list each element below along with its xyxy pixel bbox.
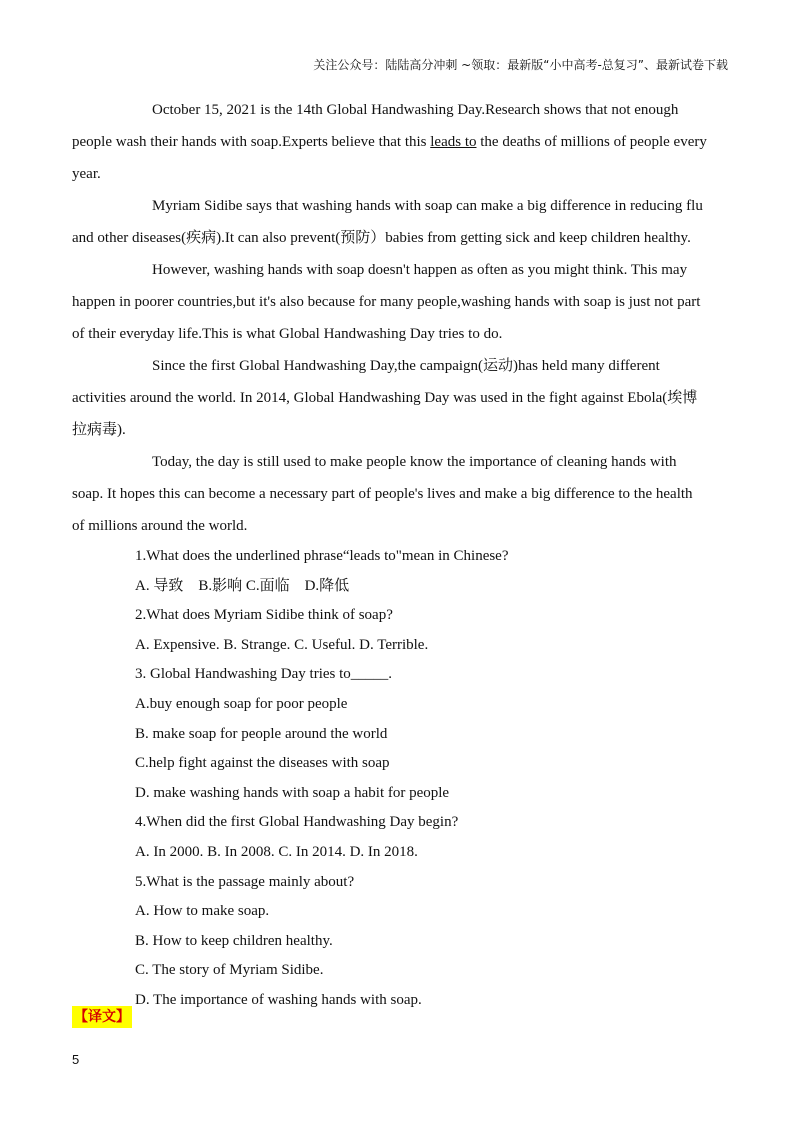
question-line: B. How to keep children healthy. (135, 932, 333, 949)
translation-tag: 【译文】 (72, 1006, 132, 1028)
text-span: the deaths of millions of people every (476, 134, 707, 150)
text-line: of millions around the world. (72, 518, 248, 534)
question-line: A. 导致 B.影响 C.面临 D.降低 (135, 577, 350, 594)
question-line: A. In 2000. B. In 2008. C. In 2014. D. In 2018. (135, 843, 418, 860)
document-body (72, 94, 728, 1016)
text-line: activities around the world. In 2014, Global Handwashing Day was used in the fight against Ebola(埃博 (72, 390, 698, 406)
question-line: D. make washing hands with soap a habit for people (135, 784, 450, 801)
page-header: 关注公众号：陆陆高分冲刺 ~领取：最新版“小中高考-总复习”、最新试卷下载 (313, 58, 728, 72)
text-line: and other diseases(疾病).It can also prevent(预防）babies from getting sick and keep children healthy. (72, 230, 691, 246)
paragraph-1 (72, 94, 728, 190)
page-number: 5 (72, 1052, 80, 1067)
text-line: Since the first Global Handwashing Day,the campaign(运动)has held many different (152, 358, 660, 374)
question-line: A.buy enough soap for poor people (135, 695, 348, 712)
paragraph-5 (72, 446, 728, 542)
paragraph-2 (72, 190, 728, 254)
question-line: C. The story of Myriam Sidibe. (135, 962, 324, 979)
text-line: 拉病毒). (72, 422, 126, 438)
paragraph-4 (72, 350, 728, 446)
question-line: 1.What does the underlined phrase“leads to"mean in Chinese? (135, 548, 509, 564)
question-line: 5.What is the passage mainly about? (135, 873, 355, 890)
question-line: 3. Global Handwashing Day tries to_____. (135, 666, 393, 683)
text-span: year. (72, 166, 101, 182)
text-span: people wash their hands with soap.Experts believe that this (72, 134, 431, 150)
question-line: C.help fight against the diseases with soap (135, 755, 390, 772)
question-list (72, 542, 728, 1016)
text-line: Today, the day is still used to make people know the importance of cleaning hands with (152, 454, 677, 470)
text-line (72, 126, 728, 158)
text-line (72, 94, 728, 126)
paragraph-3 (72, 254, 728, 350)
text-line: However, washing hands with soap doesn't happen as often as you might think. This may (152, 262, 688, 278)
question-line: B. make soap for people around the world (135, 725, 388, 742)
question-line: D. The importance of washing hands with soap. (135, 991, 422, 1008)
text-line (72, 158, 728, 190)
question-line: A. How to make soap. (135, 903, 270, 920)
text-line: happen in poorer countries,but it's also because for many people,washing hands with soap is just not part (72, 294, 701, 310)
question-line: 4.When did the first Global Handwashing Day begin? (135, 814, 459, 831)
text-line: soap. It hopes this can become a necessary part of people's lives and make a big difference to the health (72, 486, 693, 502)
underlined-phrase: leads to (430, 134, 477, 150)
text-line: of their everyday life.This is what Global Handwashing Day tries to do. (72, 326, 503, 342)
question-line: A. Expensive. B. Strange. C. Useful. D. Terrible. (135, 636, 429, 653)
text-span: October 15, 2021 is the 14th Global Handwashing Day.Research shows that not enough (152, 102, 679, 118)
question-line: 2.What does Myriam Sidibe think of soap? (135, 607, 393, 624)
text-line: Myriam Sidibe says that washing hands with soap can make a big difference in reducing flu (152, 198, 703, 214)
